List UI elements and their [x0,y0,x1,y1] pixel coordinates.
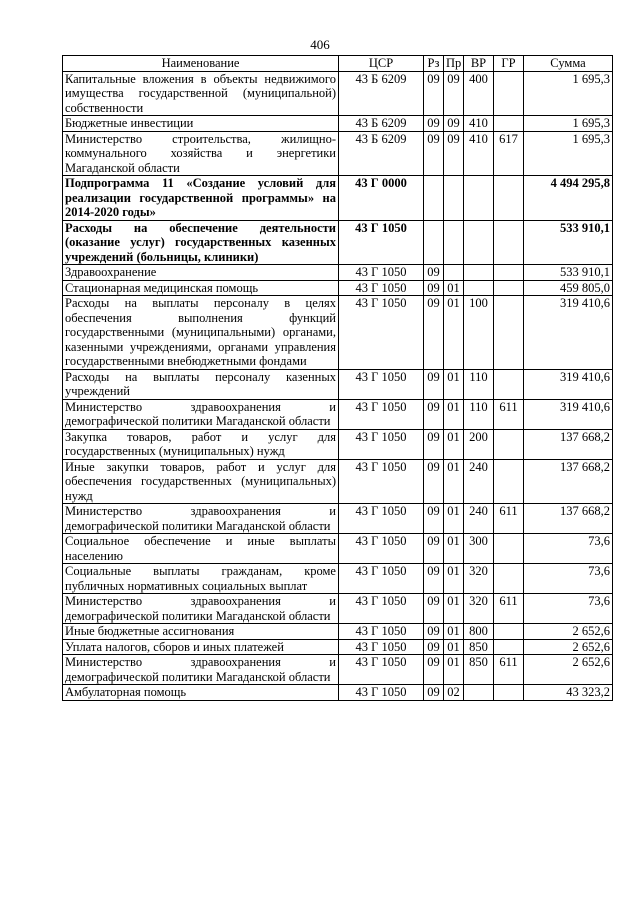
cell-csr: 43 Г 1050 [339,399,424,429]
cell-csr: 43 Г 1050 [339,504,424,534]
cell-csr: 43 Г 1050 [339,624,424,640]
cell-name: Расходы на выплаты персоналу казенных учреждений [63,369,339,399]
cell-name: Уплата налогов, сборов и иных платежей [63,639,339,655]
cell-gr [494,176,524,221]
header-gr: ГР [494,56,524,72]
cell-sum: 533 910,1 [524,265,613,281]
header-name: Наименование [63,56,339,72]
cell-vr: 240 [464,459,494,504]
cell-gr [494,280,524,296]
cell-vr: 100 [464,296,494,370]
cell-name: Иные бюджетные ассигнования [63,624,339,640]
cell-csr: 43 Г 1050 [339,296,424,370]
cell-sum: 73,6 [524,534,613,564]
cell-pr: 09 [444,131,464,176]
cell-gr [494,459,524,504]
cell-vr [464,265,494,281]
cell-pr: 01 [444,624,464,640]
budget-table [62,55,613,701]
cell-pr [444,265,464,281]
cell-sum: 4 494 295,8 [524,176,613,221]
cell-csr: 43 Г 1050 [339,280,424,296]
cell-sum: 319 410,6 [524,296,613,370]
table-row [63,71,613,116]
cell-rz: 09 [424,534,444,564]
cell-gr: 611 [494,504,524,534]
cell-csr: 43 Г 1050 [339,655,424,685]
cell-rz [424,220,444,265]
cell-pr: 01 [444,594,464,624]
cell-pr: 01 [444,534,464,564]
cell-name: Здравоохранение [63,265,339,281]
cell-rz: 09 [424,399,444,429]
table-row [63,429,613,459]
cell-pr: 01 [444,639,464,655]
cell-gr [494,220,524,265]
cell-gr: 611 [494,594,524,624]
cell-csr: 43 Б 6209 [339,71,424,116]
cell-sum: 43 323,2 [524,685,613,701]
cell-csr: 43 Г 1050 [339,685,424,701]
cell-vr: 850 [464,639,494,655]
cell-pr: 09 [444,116,464,132]
cell-vr [464,685,494,701]
cell-rz: 09 [424,594,444,624]
cell-vr: 410 [464,131,494,176]
table-row [63,534,613,564]
cell-vr: 110 [464,369,494,399]
cell-rz: 09 [424,504,444,534]
cell-sum: 319 410,6 [524,399,613,429]
cell-csr: 43 Б 6209 [339,116,424,132]
table-row [63,685,613,701]
cell-rz: 09 [424,280,444,296]
cell-vr: 300 [464,534,494,564]
cell-name: Расходы на выплаты персоналу в целях обеспечения выполнения функций государственными (муниципальными) органами, казенными учреждениями, органами управления государственными внебюджетными фондами [63,296,339,370]
cell-name: Министерство здравоохранения и демографической политики Магаданской области [63,504,339,534]
cell-csr: 43 Г 1050 [339,594,424,624]
cell-name: Социальное обеспечение и иные выплаты населению [63,534,339,564]
cell-csr: 43 Г 0000 [339,176,424,221]
cell-name: Бюджетные инвестиции [63,116,339,132]
cell-pr: 01 [444,655,464,685]
table-row [63,280,613,296]
cell-rz: 09 [424,296,444,370]
cell-vr: 240 [464,504,494,534]
cell-vr: 410 [464,116,494,132]
cell-gr [494,296,524,370]
cell-rz: 09 [424,71,444,116]
cell-vr [464,176,494,221]
cell-pr [444,220,464,265]
cell-sum: 1 695,3 [524,71,613,116]
cell-name: Стационарная медицинская помощь [63,280,339,296]
cell-rz: 09 [424,655,444,685]
cell-vr: 800 [464,624,494,640]
cell-pr [444,176,464,221]
cell-name: Социальные выплаты гражданам, кроме публичных нормативных социальных выплат [63,564,339,594]
cell-sum: 2 652,6 [524,655,613,685]
table-row [63,459,613,504]
header-pr: Пр [444,56,464,72]
cell-sum: 533 910,1 [524,220,613,265]
table-row [63,265,613,281]
cell-csr: 43 Г 1050 [339,265,424,281]
cell-pr: 01 [444,399,464,429]
cell-rz: 09 [424,265,444,281]
header-vr: ВР [464,56,494,72]
cell-vr: 400 [464,71,494,116]
cell-rz [424,176,444,221]
cell-sum: 73,6 [524,564,613,594]
cell-sum: 1 695,3 [524,131,613,176]
cell-name: Амбулаторная помощь [63,685,339,701]
cell-vr [464,220,494,265]
cell-rz: 09 [424,685,444,701]
cell-gr [494,116,524,132]
cell-rz: 09 [424,624,444,640]
table-row [63,220,613,265]
table-body [63,71,613,700]
cell-name: Министерство строительства, жилищно-коммунального хозяйства и энергетики Магаданской области [63,131,339,176]
cell-gr: 611 [494,399,524,429]
table-row [63,639,613,655]
cell-rz: 09 [424,369,444,399]
table-row [63,564,613,594]
cell-pr: 01 [444,459,464,504]
cell-csr: 43 Г 1050 [339,220,424,265]
cell-pr: 01 [444,369,464,399]
cell-pr: 01 [444,429,464,459]
cell-sum: 2 652,6 [524,639,613,655]
header-sum: Сумма [524,56,613,72]
cell-pr: 01 [444,564,464,594]
table-row [63,594,613,624]
cell-name: Министерство здравоохранения и демографической политики Магаданской области [63,399,339,429]
table-row [63,504,613,534]
cell-csr: 43 Г 1050 [339,459,424,504]
cell-vr: 320 [464,594,494,624]
cell-gr [494,624,524,640]
table-row [63,131,613,176]
cell-sum: 459 805,0 [524,280,613,296]
cell-gr: 611 [494,655,524,685]
cell-gr: 617 [494,131,524,176]
cell-sum: 319 410,6 [524,369,613,399]
header-csr: ЦСР [339,56,424,72]
cell-rz: 09 [424,459,444,504]
cell-gr [494,369,524,399]
cell-sum: 1 695,3 [524,116,613,132]
cell-name: Капитальные вложения в объекты недвижимого имущества государственной (муниципальной) собственности [63,71,339,116]
cell-vr: 320 [464,564,494,594]
cell-name: Министерство здравоохранения и демографической политики Магаданской области [63,594,339,624]
cell-pr: 01 [444,296,464,370]
cell-name: Закупка товаров, работ и услуг для государственных (муниципальных) нужд [63,429,339,459]
cell-csr: 43 Б 6209 [339,131,424,176]
cell-csr: 43 Г 1050 [339,429,424,459]
cell-rz: 09 [424,116,444,132]
cell-sum: 137 668,2 [524,429,613,459]
cell-name: Расходы на обеспечение деятельности (оказание услуг) государственных казенных учреждений (больницы, клиники) [63,220,339,265]
cell-gr [494,265,524,281]
cell-rz: 09 [424,564,444,594]
cell-rz: 09 [424,131,444,176]
cell-vr: 850 [464,655,494,685]
cell-vr [464,280,494,296]
cell-gr [494,429,524,459]
cell-csr: 43 Г 1050 [339,534,424,564]
cell-sum: 2 652,6 [524,624,613,640]
cell-gr [494,564,524,594]
cell-pr: 02 [444,685,464,701]
cell-rz: 09 [424,639,444,655]
table-row [63,296,613,370]
cell-csr: 43 Г 1050 [339,639,424,655]
cell-csr: 43 Г 1050 [339,369,424,399]
cell-name: Подпрограмма 11 «Создание условий для реализации государственной программы» на 2014-2020 годы» [63,176,339,221]
table-header-row [63,56,613,72]
cell-sum: 73,6 [524,594,613,624]
cell-pr: 01 [444,504,464,534]
table-row [63,624,613,640]
cell-gr [494,534,524,564]
header-rz: Рз [424,56,444,72]
cell-rz: 09 [424,429,444,459]
cell-name: Министерство здравоохранения и демографической политики Магаданской области [63,655,339,685]
cell-sum: 137 668,2 [524,459,613,504]
cell-pr: 09 [444,71,464,116]
cell-vr: 200 [464,429,494,459]
cell-gr [494,639,524,655]
cell-csr: 43 Г 1050 [339,564,424,594]
table-row [63,176,613,221]
cell-gr [494,71,524,116]
table-row [63,399,613,429]
page-number: 406 [310,37,330,52]
cell-vr: 110 [464,399,494,429]
table-row [63,369,613,399]
cell-gr [494,685,524,701]
cell-pr: 01 [444,280,464,296]
table-row [63,116,613,132]
cell-sum: 137 668,2 [524,504,613,534]
table-row [63,655,613,685]
cell-name: Иные закупки товаров, работ и услуг для обеспечения государственных (муниципальных) нужд [63,459,339,504]
